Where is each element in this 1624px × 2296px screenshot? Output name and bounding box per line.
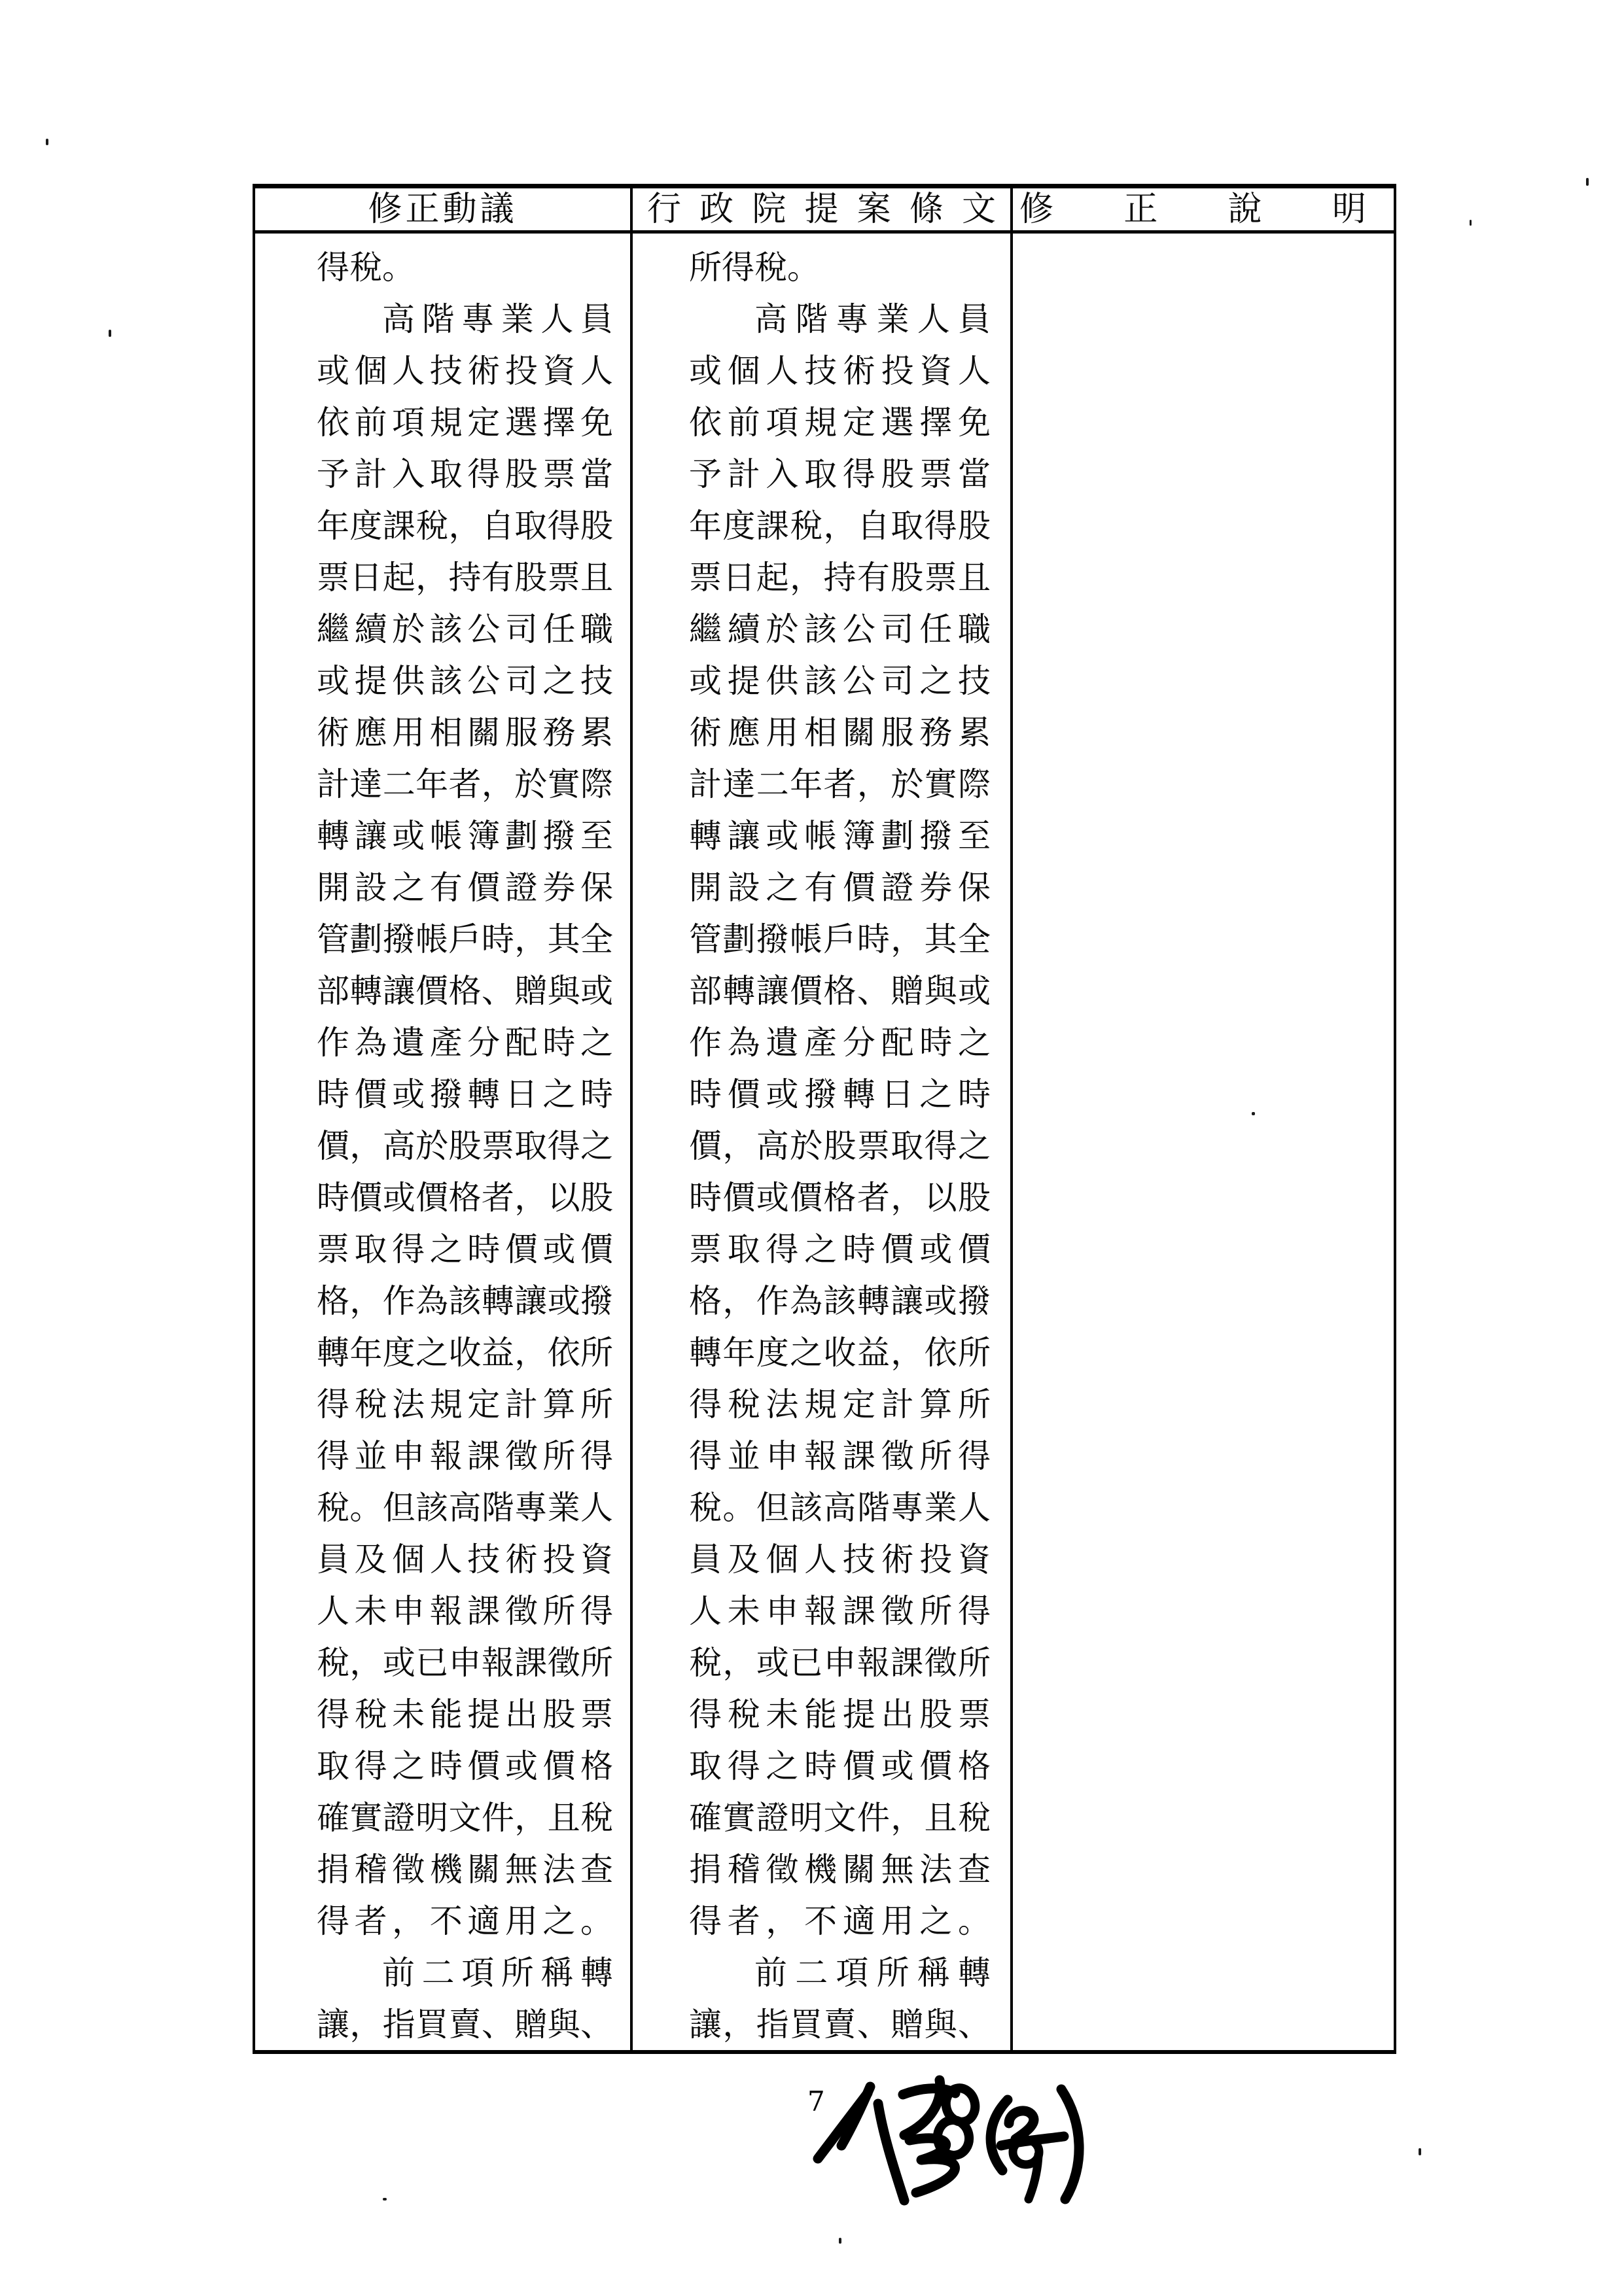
text-line: 計達二年者，於實際 [317, 765, 613, 803]
stroke-two [1009, 2111, 1034, 2139]
text-line: 得稅法規定計算所 [317, 1385, 613, 1423]
stroke-eight-bottom [935, 2118, 971, 2157]
text-line: 依前項規定選擇免 [689, 404, 991, 442]
text-line: 捐稽徵機關無法查 [689, 1851, 991, 1888]
text-line: 稅，或已申報課徵所 [689, 1644, 991, 1682]
text-line: 得並申報課徵所得 [317, 1437, 613, 1475]
text-line: 取得之時價或價格 [317, 1747, 613, 1785]
text-line: 開設之有價證券保 [689, 869, 991, 907]
text-line: 部轉讓價格、贈與或 [689, 972, 991, 1010]
text-line: 票日起，持有股票且 [689, 559, 991, 597]
text-line: 依前項規定選擇免 [317, 404, 613, 442]
text-line: 格，作為該轉讓或撥 [689, 1282, 991, 1320]
text-line: 價，高於股票取得之 [317, 1127, 613, 1165]
text-line: 年度課稅，自取得股 [317, 507, 613, 545]
text-line: 票取得之時價或價 [689, 1230, 991, 1268]
text-line: 或提供該公司之技 [317, 662, 613, 700]
scan-speck [1586, 178, 1589, 186]
table-body-row [255, 234, 1394, 2050]
text-line: 人未申報課徵所得 [689, 1592, 991, 1630]
column-amendment-explanation [1013, 234, 1394, 2050]
text-line: 開設之有價證券保 [317, 869, 613, 907]
text-line: 予計入取得股票當 [317, 455, 613, 493]
scan-speck [1252, 1112, 1255, 1115]
stroke-paren-close [1061, 2089, 1079, 2199]
scan-speck [383, 2198, 387, 2200]
handwritten-annotation [805, 2068, 1096, 2209]
text-line: 術應用相關服務累 [689, 714, 991, 752]
text-line: 時價或價格者，以股 [317, 1179, 613, 1217]
text-line: 或個人技術投資人 [689, 352, 991, 390]
text-line: 予計入取得股票當 [689, 455, 991, 493]
text-line: 轉年度之收益，依所 [689, 1334, 991, 1372]
text-line: 人未申報課徵所得 [317, 1592, 613, 1630]
text-line: 得者，不適用之。 [689, 1902, 991, 1940]
handwriting-strokes [805, 2068, 1096, 2209]
scan-speck [1419, 2148, 1421, 2155]
scan-speck [1470, 220, 1472, 226]
stroke-xiu-squiggle [909, 2138, 955, 2193]
text-line: 票取得之時價或價 [317, 1230, 613, 1268]
text-line: 員及個人技術投資 [689, 1540, 991, 1578]
text-line: 管劃撥帳戶時，其全 [689, 920, 991, 958]
text-line: 所得稅。 [689, 249, 820, 287]
text-line: 員及個人技術投資 [317, 1540, 613, 1578]
text-line: 繼續於該公司任職 [317, 610, 613, 648]
page-number: 7 [807, 2085, 825, 2117]
text-line: 年度課稅，自取得股 [689, 507, 991, 545]
text-line: 高階專業人員 [382, 300, 613, 338]
text-line: 前二項所稱轉 [382, 1954, 613, 1992]
header-executive-yuan-proposal: 行政院提案條文 [633, 188, 1013, 230]
text-line: 高階專業人員 [754, 300, 991, 338]
text-line: 得稅未能提出股票 [317, 1696, 613, 1733]
text-line: 捐稽徵機關無法查 [317, 1851, 613, 1888]
header-amendment-explanation: 修正說明 [1019, 190, 1366, 229]
stroke-paren-open [991, 2100, 1008, 2170]
text-line: 時價或撥轉日之時 [317, 1075, 613, 1113]
text-line: 管劃撥帳戶時，其全 [317, 920, 613, 958]
text-line: 繼續於該公司任職 [689, 610, 991, 648]
text-line: 得稅未能提出股票 [689, 1696, 991, 1733]
text-line: 術應用相關服務累 [317, 714, 613, 752]
text-line: 轉讓或帳簿劃撥至 [689, 817, 991, 855]
text-line: 稅。但該高階專業人 [689, 1489, 991, 1527]
text-line: 轉讓或帳簿劃撥至 [317, 817, 613, 855]
text-line: 格，作為該轉讓或撥 [317, 1282, 613, 1320]
text-line: 取得之時價或價格 [689, 1747, 991, 1785]
text-line: 時價或撥轉日之時 [689, 1075, 991, 1113]
text-line: 計達二年者，於實際 [689, 765, 991, 803]
text-line: 稅，或已申報課徵所 [317, 1644, 613, 1682]
text-line: 票日起，持有股票且 [317, 559, 613, 597]
header-amendment-motion: 修正動議 [255, 188, 633, 230]
scan-speck [109, 330, 111, 337]
comparison-table [253, 184, 1396, 2054]
text-line: 稅。但該高階專業人 [317, 1489, 613, 1527]
text-line: 轉年度之收益，依所 [317, 1334, 613, 1372]
text-line: 作為遺產分配時之 [689, 1024, 991, 1062]
text-line: 得稅。 [317, 249, 415, 287]
text-line: 時價或價格者，以股 [689, 1179, 991, 1217]
column-amendment-motion [255, 234, 633, 2050]
table-header-row [255, 188, 1394, 234]
scan-speck [46, 139, 48, 145]
stroke-xiu-left-vertical [878, 2104, 904, 2200]
text-line: 價，高於股票取得之 [689, 1127, 991, 1165]
text-line: 得者，不適用之。 [317, 1902, 613, 1940]
text-line: 作為遺產分配時之 [317, 1024, 613, 1062]
text-line: 讓，指買賣、贈與、 [689, 2006, 991, 2044]
text-line: 得並申報課徵所得 [689, 1437, 991, 1475]
text-line: 或提供該公司之技 [689, 662, 991, 700]
text-line: 確實證明文件，且稅 [317, 1799, 613, 1837]
text-line: 或個人技術投資人 [317, 352, 613, 390]
scan-speck [839, 2238, 841, 2244]
text-line: 確實證明文件，且稅 [689, 1799, 991, 1837]
text-line: 讓，指買賣、贈與、 [317, 2006, 613, 2044]
text-line: 前二項所稱轉 [754, 1954, 991, 1992]
column-executive-yuan-proposal [633, 234, 1013, 2050]
text-line: 得稅法規定計算所 [689, 1385, 991, 1423]
text-line: 部轉讓價格、贈與或 [317, 972, 613, 1010]
